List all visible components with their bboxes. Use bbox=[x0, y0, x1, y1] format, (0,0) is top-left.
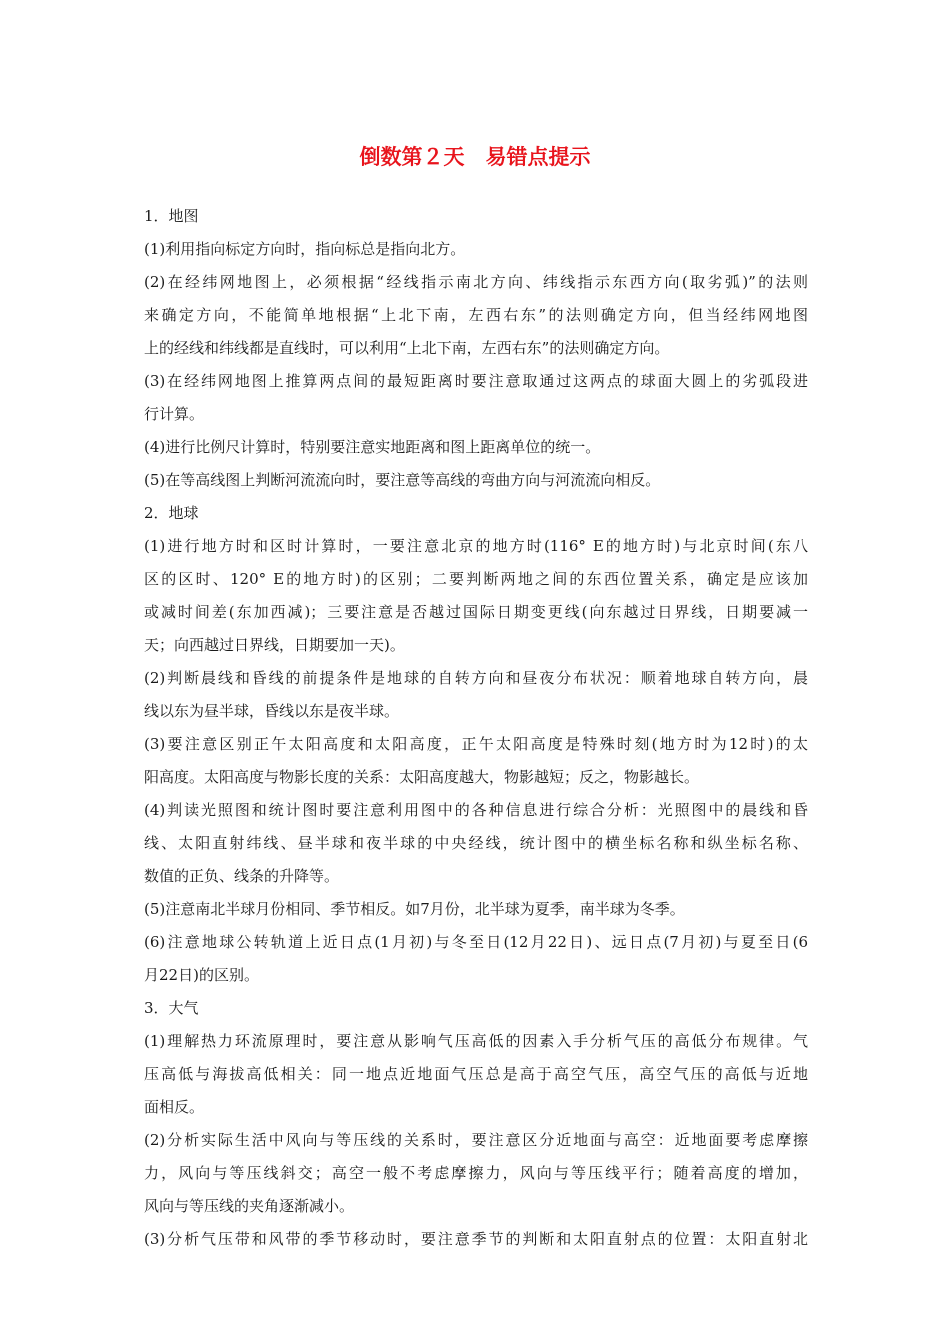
paragraph-line: (3)在经纬网地图上推算两点间的最短距离时要注意取通过这两点的球面大圆上的劣弧段进 bbox=[144, 372, 808, 390]
paragraph-line: 来确定方向，不能简单地根据“上北下南，左西右东”的法则确定方向，但当经纬网地图 bbox=[144, 306, 808, 324]
paragraph-line: 风向与等压线的夹角逐渐减小。 bbox=[144, 1197, 355, 1215]
paragraph-line: (6)注意地球公转轨道上近日点(1月初)与冬至日(12月22日)、远日点(7月初)与夏至日(6 bbox=[144, 933, 808, 951]
paragraph-line: 阳高度。太阳高度与物影长度的关系：太阳高度越大，物影越短；反之，物影越长。 bbox=[144, 768, 700, 786]
paragraph-line: 力，风向与等压线斜交；高空一般不考虑摩擦力，风向与等压线平行；随着高度的增加， bbox=[144, 1164, 808, 1182]
paragraph-line: 区的区时、120° E的地方时)的区别；二要判断两地之间的东西位置关系，确定是应该加 bbox=[144, 570, 808, 588]
paragraph-line: (1)进行地方时和区时计算时，一要注意北京的地方时(116° E的地方时)与北京时间(东八 bbox=[144, 537, 808, 555]
paragraph-line: (3)要注意区别正午太阳高度和太阳高度，正午太阳高度是特殊时刻(地方时为12时)的太 bbox=[144, 735, 808, 753]
paragraph-line: 上的经线和纬线都是直线时，可以利用“上北下南，左西右东”的法则确定方向。 bbox=[144, 339, 670, 357]
page-title: 倒数第２天 易错点提示 bbox=[359, 144, 591, 169]
paragraph-line: (4)判读光照图和统计图时要注意利用图中的各种信息进行综合分析：光照图中的晨线和昏 bbox=[144, 801, 808, 819]
paragraph-line: (2)分析实际生活中风向与等压线的关系时，要注意区分近地面与高空：近地面要考虑摩擦 bbox=[144, 1131, 808, 1149]
paragraph-line: 压高低与海拔高低相关：同一地点近地面气压总是高于高空气压，高空气压的高低与近地 bbox=[144, 1065, 808, 1083]
paragraph-line: (1)利用指向标定方向时，指向标总是指向北方。 bbox=[144, 240, 466, 258]
paragraph-line: 行计算。 bbox=[144, 405, 205, 423]
paragraph-line: 月22日)的区别。 bbox=[144, 966, 259, 984]
paragraph-line: (3)分析气压带和风带的季节移动时，要注意季节的判断和太阳直射点的位置：太阳直射北 bbox=[144, 1230, 808, 1248]
paragraph-line: (2)判断晨线和昏线的前提条件是地球的自转方向和昼夜分布状况：顺着地球自转方向，晨 bbox=[144, 669, 808, 687]
section-heading-earth: 2．地球 bbox=[144, 504, 199, 522]
paragraph-line: 或减时间差(东加西减)；三要注意是否越过国际日期变更线(向东越过日界线，日期要减一 bbox=[144, 603, 808, 621]
paragraph-line: 数值的正负、线条的升降等。 bbox=[144, 867, 340, 885]
section-heading-atmosphere: 3．大气 bbox=[144, 999, 199, 1017]
paragraph-line: (2)在经纬网地图上，必须根据“经线指示南北方向、纬线指示东西方向(取劣弧)”的法则 bbox=[144, 273, 808, 291]
paragraph-line: (5)注意南北半球月份相同、季节相反。如7月份，北半球为夏季，南半球为冬季。 bbox=[144, 900, 685, 918]
paragraph-line: (1)理解热力环流原理时，要注意从影响气压高低的因素入手分析气压的高低分布规律。气 bbox=[144, 1032, 808, 1050]
paragraph-line: 天；向西越过日界线，日期要加一天)。 bbox=[144, 636, 405, 654]
paragraph-line: (5)在等高线图上判断河流流向时，要注意等高线的弯曲方向与河流流向相反。 bbox=[144, 471, 661, 489]
section-heading-map: 1．地图 bbox=[144, 207, 199, 225]
paragraph-line: 面相反。 bbox=[144, 1098, 205, 1116]
paragraph-line: 线、太阳直射纬线、昼半球和夜半球的中央经线，统计图中的横坐标名称和纵坐标名称、 bbox=[144, 834, 808, 852]
paragraph-line: (4)进行比例尺计算时，特别要注意实地距离和图上距离单位的统一。 bbox=[144, 438, 601, 456]
document-body bbox=[144, 200, 808, 1256]
paragraph-line: 线以东为昼半球，昏线以东是夜半球。 bbox=[144, 702, 400, 720]
